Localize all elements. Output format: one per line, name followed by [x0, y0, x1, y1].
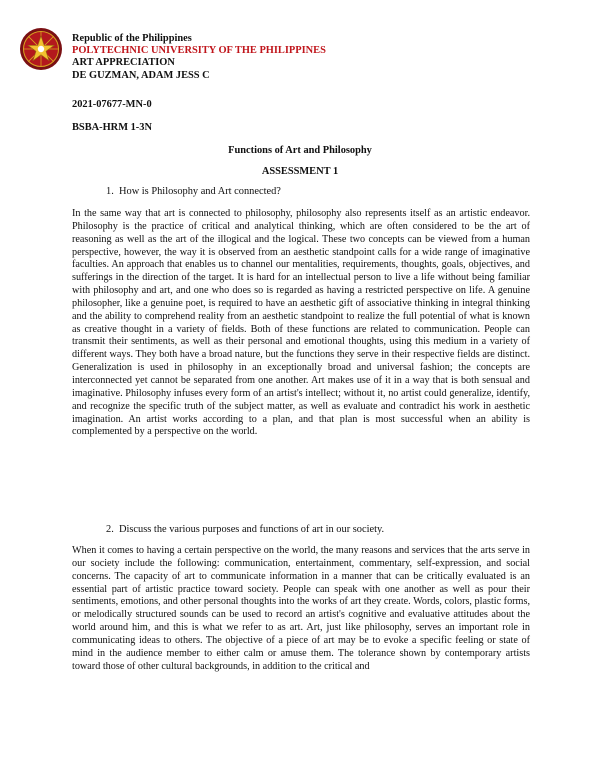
section-label: BSBA-HRM 1-3N [72, 122, 152, 133]
question-number: 2. [106, 524, 114, 535]
answer-1: In the same way that art is connected to philosophy, philosophy also represents itself as an artistic endeavor. Philosophy is the practice of critical and analytical thinking, which are often considered to be the art of reasoning as well as the art of the illogical and the logical. These two concepts can be viewed from a human perspective, however, the way it is observed from an aesthetic standpoint calls for a wide range of imaginative faculties. An approach that enables us to channel our mentalities, requirements, thoughts, goals, objectives, and sufferings in the direction of the target. It is hard for an intellectual person to live a life without being familiar with philosophy and art, and one who does so is regarded as having a restricted perspective on life. A genuine philosopher, like a genuine poet, is required to have an aesthetic gift of associative thinking in integral thinking and the ability to comprehend reality from an aesthetic standpoint to realize the full potential of what is known as creative thought in a variety of fields. Both of these functions are related to communication. People can transmit their sentiments, as well as their personal and emotional thoughts, using this medium in a variety of different ways. They both have a broad nature, but the functions they serve in their respective fields are distinct. Generalization is used in philosophy in an exceptionally broad and universal fashion; the concepts are interconnected yet cannot be separated from one another. Art makes use of it in a way that is both sensual and imaginative. Philosophy infuses every form of an artist's intellect; without it, no artist could generalize, identify, and recognize the specific truth of the subject matter, as well as evaluate and contradict his work in aesthetic imagination. An artist works according to a plan, and that plan is most successful when an ability is complemented by a perspective on the world. [72, 208, 530, 438]
student-id: 2021-07677-MN-0 [72, 99, 152, 110]
university-name: POLYTECHNIC UNIVERSITY OF THE PHILIPPINES [72, 45, 326, 57]
answer-2: When it comes to having a certain perspective on the world, the many reasons and services that the arts serve in our society include the following: communication, entertainment, commentary, self-expression, and social concerns. The capacity of art to communicate information in a manner that can be critically evaluated is an essential part of artistic practice toward society. People can speak with one another as well as pour their sentiments, emotions, and other personal thoughts into the works of art they create. Words, colors, plastic forms, or melodically structured sounds can be used to record an artist's cognitive and evaluative attitudes about the world around him, and this is what we refer to as art. Art, just like philosophy, serves an important role in communicating ideas to others. The objective of a piece of art may be to evoke a specific feeling or state of mind in the audience member to either calm or amuse them. The tolerance shown by contemporary artists toward those of other cultural backgrounds, in addition to the critical and [72, 545, 530, 672]
course-name: ART APPRECIATION [72, 57, 175, 69]
student-name: DE GUZMAN, ADAM JESS C [72, 69, 210, 81]
pup-seal-icon [19, 27, 63, 71]
republic-line: Republic of the Philippines [72, 33, 192, 44]
document-header [72, 33, 326, 82]
assessment-heading: ASSESSMENT 1 [261, 166, 339, 177]
question-number: 1. [106, 186, 114, 197]
document-title: Functions of Art and Philosophy [228, 145, 372, 156]
question-1 [106, 186, 281, 197]
question-2 [106, 524, 385, 535]
question-text: Discuss the various purposes and functions of art in our society. [119, 524, 385, 535]
question-text: How is Philosophy and Art connected? [119, 186, 281, 197]
